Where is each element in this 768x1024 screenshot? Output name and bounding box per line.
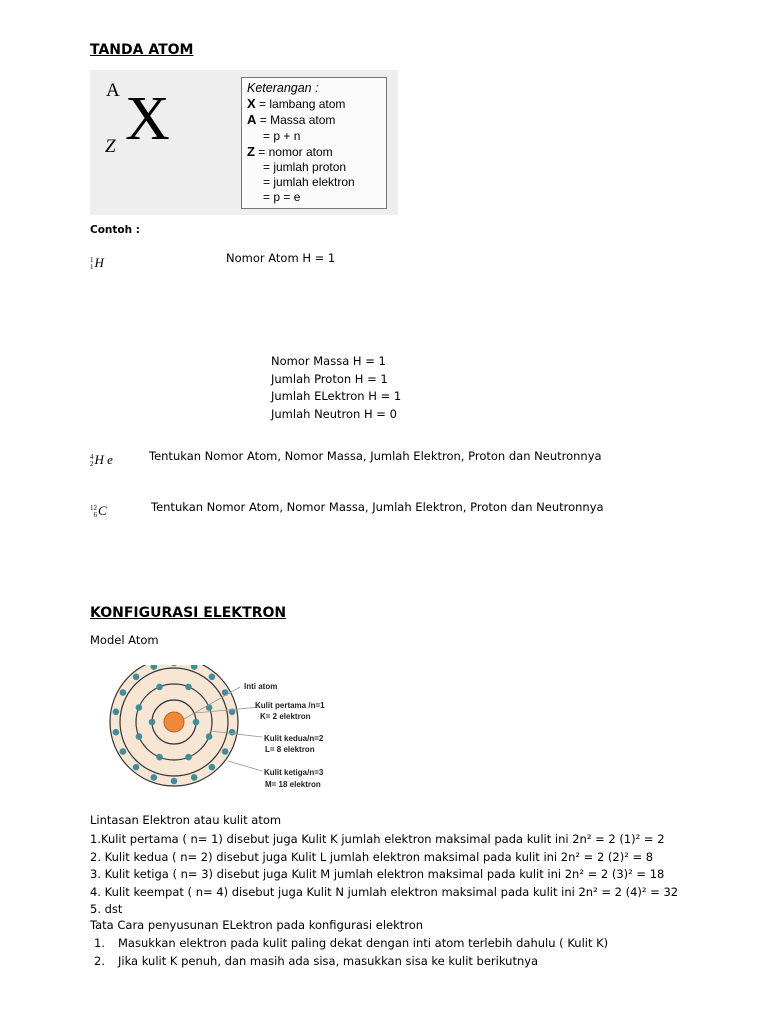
electron-shell-3: [113, 729, 120, 736]
shell-list-item: 3. Kulit ketiga ( n= 3) disebut juga Kulit M jumlah elektron maksimal pada kulit ini 2n² = 2 (3)² = 18: [90, 867, 665, 881]
h-detail-line: Nomor Massa H = 1: [271, 354, 386, 368]
electron-shell-2: [136, 733, 143, 740]
legend-line: = p = e: [263, 190, 301, 205]
electron-shell-2: [156, 684, 163, 691]
isotope-h: 1 1H: [90, 255, 104, 272]
shell-list-item: 5. dst: [90, 902, 123, 916]
electron-shell-2: [136, 704, 143, 711]
label-shell3-count: M= 18 elektron: [265, 780, 321, 789]
electron-shell-2: [156, 754, 163, 761]
electron-shell-1: [193, 719, 200, 726]
electron-shell-2: [206, 704, 213, 711]
legend-line: Z = nomor atom: [247, 143, 333, 159]
label-shell3: Kulit ketiga/n=3: [264, 768, 324, 777]
shell-list-item: 4. Kulit keempat ( n= 4) disebut juga Kulit N jumlah elektron maksimal pada kulit ini 2n² = 2 (4)² = 32: [90, 884, 679, 899]
legend-line: A = Massa atom: [247, 112, 336, 128]
shell-list-item: 2. Kulit kedua ( n= 2) disebut juga Kulit L jumlah elektron maksimal pada kulit ini 2n² = 2 (2)² = 8: [90, 849, 654, 864]
legend-line: = jumlah proton: [263, 160, 347, 175]
section-title-tanda-atom: TANDA ATOM: [90, 42, 194, 58]
model-atom-label: Model Atom: [90, 633, 159, 647]
element-symbol: X: [125, 85, 170, 153]
electron-shell-3: [113, 709, 120, 716]
h-atomic-number: Nomor Atom H = 1: [226, 251, 336, 265]
atom-notation-image: [90, 70, 398, 215]
c-task: Tentukan Nomor Atom, Nomor Massa, Jumlah Elektron, Proton dan Neutronnya: [151, 500, 604, 514]
legend-line: = jumlah elektron: [263, 175, 355, 190]
electron-shell-3: [191, 774, 198, 781]
h-detail-line: Jumlah Proton H = 1: [271, 371, 388, 386]
label-shell1-count: K= 2 elektron: [260, 712, 311, 721]
electron-shell-3: [120, 689, 127, 696]
h-detail-line: Jumlah ELektron H = 1: [271, 389, 402, 403]
mass-number-label: A: [106, 80, 120, 101]
electron-shell-3: [151, 774, 158, 781]
label-shell2: Kulit kedua/n=2: [264, 734, 324, 743]
electron-shell-1: [149, 719, 156, 726]
atomic-number-label: Z: [105, 136, 116, 157]
electron-shell-3: [229, 729, 236, 736]
label-shell2-count: L= 8 elektron: [265, 745, 315, 754]
step-item: 2. Jika kulit K penuh, dan masih ada sisa, masukkan sisa ke kulit berikutnya: [94, 953, 539, 968]
electron-shell-3: [222, 748, 229, 755]
electron-shell-3: [209, 674, 216, 681]
electron-shell-2: [185, 684, 192, 691]
label-inti-atom: Inti atom: [244, 682, 278, 691]
legend-title: Keterangan :: [247, 81, 319, 95]
electron-shell-3: [171, 778, 178, 785]
lintasan-title: Lintasan Elektron atau kulit atom: [90, 813, 282, 827]
shell-list-item: 1.Kulit pertama ( n= 1) disebut juga Kulit K jumlah elektron maksimal pada kulit ini 2n² = 2 (1)² = 2: [90, 832, 665, 846]
label-shell1: Kulit pertama /n=1: [255, 701, 325, 710]
isotope-c: 12 6C: [90, 503, 107, 520]
legend-line: X = lambang atom: [247, 96, 346, 112]
electron-shell-3: [120, 748, 127, 755]
nucleus: [164, 712, 184, 732]
electron-shell-3: [222, 689, 229, 696]
section-title-konfigurasi: KONFIGURASI ELEKTRON: [90, 605, 287, 621]
tata-cara-title: Tata Cara penyusunan ELektron pada konfigurasi elektron: [90, 918, 424, 932]
atom-model-diagram: [100, 665, 360, 795]
notation-legend: [241, 77, 387, 209]
isotope-he: 4 2H e: [90, 452, 113, 469]
shell-list: [90, 831, 678, 919]
electron-shell-3: [133, 674, 140, 681]
steps-list: [94, 935, 608, 970]
legend-line: = p + n: [263, 128, 301, 143]
h-detail-line: Jumlah Neutron H = 0: [271, 406, 397, 421]
h-details: [271, 353, 401, 423]
electron-shell-2: [185, 754, 192, 761]
electron-shell-2: [206, 733, 213, 740]
electron-shell-3: [133, 764, 140, 771]
step-item: 1. Masukkan elektron pada kulit paling dekat dengan inti atom terlebih dahulu ( Kulit K): [94, 936, 609, 950]
he-task: Tentukan Nomor Atom, Nomor Massa, Jumlah Elektron, Proton dan Neutronnya: [149, 449, 602, 463]
example-label: Contoh :: [90, 224, 140, 236]
electron-shell-3: [209, 764, 216, 771]
